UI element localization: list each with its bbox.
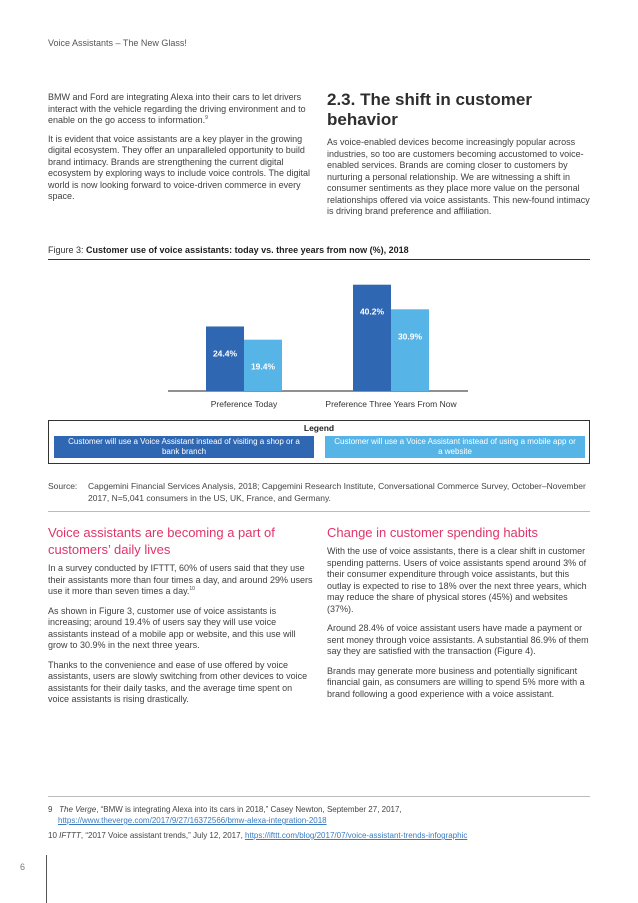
footnote-9-source: The Verge (59, 805, 97, 814)
figure-title: Customer use of voice assistants: today vs. three years from now (%), 2018 (86, 245, 409, 255)
figure-caption: Figure 3: Customer use of voice assistants: today vs. three years from now (%), 2018 (48, 245, 409, 255)
data-label-app-0: 19.4% (250, 361, 276, 372)
footnote-divider (48, 796, 590, 797)
data-label-app-1: 30.9% (397, 331, 423, 342)
category-label-0: Preference Today (210, 399, 278, 409)
page-number: 6 (20, 862, 26, 872)
footnote-10-link[interactable]: https://ifttt.com/blog/2017/07/voice-assistant-trends-infographic (245, 831, 468, 840)
section-paragraph: As voice-enabled devices become increasingly popular across industries, so too are customers becoming accustomed to voice-enabled services. Brands are coming closer to customers by nurturing a personal relationship. We are witnessing a shift in consumer sentiments as they place more value on the personal relationships offered via voice assistants. This new-found intimacy is driving brand preference and affiliation. (327, 137, 590, 216)
bar-chart (48, 262, 593, 422)
bar-app-1 (391, 309, 429, 391)
legend-item-app: Customer will use a Voice Assistant instead of using a mobile app or a website (325, 436, 585, 458)
footnote-10-source: IFTTT (59, 831, 81, 840)
data-label-shop-0: 24.4% (212, 348, 238, 359)
left-section-body (48, 563, 314, 714)
data-label-shop-1: 40.2% (359, 306, 385, 317)
right-paragraph-1: With the use of voice assistants, there is a clear shift in customer spending patterns. Users of voice assistants spend around 3% of their consumer expenditure through voice assistants, but this outlay is expected to rise to 18% over the next three years, which may reduce the share of physical stores (45%) and websites (37%). (327, 546, 587, 614)
footnote-ref-10[interactable]: 10 (189, 586, 195, 592)
category-label-1: Preference Three Years From Now (325, 399, 457, 409)
page-margin-rule (46, 855, 47, 903)
intro-paragraph-1: BMW and Ford are integrating Alexa into their cars to let drivers interact with the vehicle regarding the driving environment and to enable on the go access to information.$^9$ (48, 92, 306, 125)
chart-legend (48, 420, 590, 464)
footnote-9-number: 9 (48, 805, 53, 814)
left-section-heading: Voice assistants are becoming a part of customers’ daily lives (48, 525, 275, 557)
bar-shop-1 (353, 285, 391, 391)
footnote-10: 10 IFTTT, “2017 Voice assistant trends,” July 12, 2017, https://ifttt.com/blog/2017/07/voice-assistant-trends-infographic (48, 831, 468, 840)
right-section-body (327, 546, 592, 708)
figure-divider (48, 259, 590, 260)
source-text: Capgemini Financial Services Analysis, 2018; Capgemini Research Institute, Conversational Commerce Survey, October–November 2017, N=5,041 consumers in the US, UK, France, and Germany. (88, 481, 586, 503)
left-paragraph-2: As shown in Figure 3, customer use of voice assistants is increasing; around 19.4% of users say they will use voice assistants instead of a mobile app or website, and this use will grow to 30.9% in the next three years. (48, 605, 296, 650)
running-header: Voice Assistants – The New Glass! (48, 38, 187, 48)
right-paragraph-3: Brands may generate more business and potentially significant financial gain, as consumers are willing to spend 5% more with a brand following a good experience with a voice assistant. (327, 665, 585, 699)
intro-paragraph-2: It is evident that voice assistants are a key player in the growing digital ecosystem. They offer an unparalleled opportunity to build brand intimacy. Brands are strengthening the current digital ecosystem by exploring ways to include voice controls. The digital world is now looking forward to voice-driven commerce in every space. (48, 133, 310, 201)
source-label: Source: (48, 481, 78, 491)
footnote-9-link[interactable]: https://www.theverge.com/2017/9/27/16372566/bmw-alexa-integration-2018 (58, 816, 327, 825)
source-divider (48, 511, 590, 512)
footnote-ref-9[interactable]: 9 (205, 115, 208, 121)
legend-item-shop: Customer will use a Voice Assistant instead of visiting a shop or a bank branch (54, 436, 314, 458)
right-paragraph-2: Around 28.4% of voice assistant users have made a payment or sent money through voice assistants. A substantial 86.9% of them say they are satisfied with the transaction (Figure 4). (327, 623, 589, 656)
footnote-10-number: 10 (48, 831, 57, 840)
section-heading: 2.3. The shift in customer behavior (327, 90, 532, 129)
legend-title: Legend (303, 423, 335, 433)
footnote-9: 9 The Verge, “BMW is integrating Alexa into its cars in 2018,” Casey Newton, September 27, 2017, https://www.theverge.com/2017/9/27/16372566/bmw-alexa-integration-2018 (48, 805, 402, 825)
left-paragraph-1: In a survey conducted by IFTTT, 60% of users said that they use their assistants more than four times a day, and around 29% users use it more than seven times a day.$^{10}$ (48, 563, 313, 596)
intro-column (48, 92, 310, 210)
left-paragraph-3: Thanks to the convenience and ease of use offered by voice assistants, users are slowly switching from other devices to voice assistants for their daily tasks, and the average time spent on voice assistants is rising drastically. (48, 659, 308, 704)
right-section-heading: Change in customer spending habits (327, 525, 539, 540)
bar-shop-0 (206, 326, 244, 391)
